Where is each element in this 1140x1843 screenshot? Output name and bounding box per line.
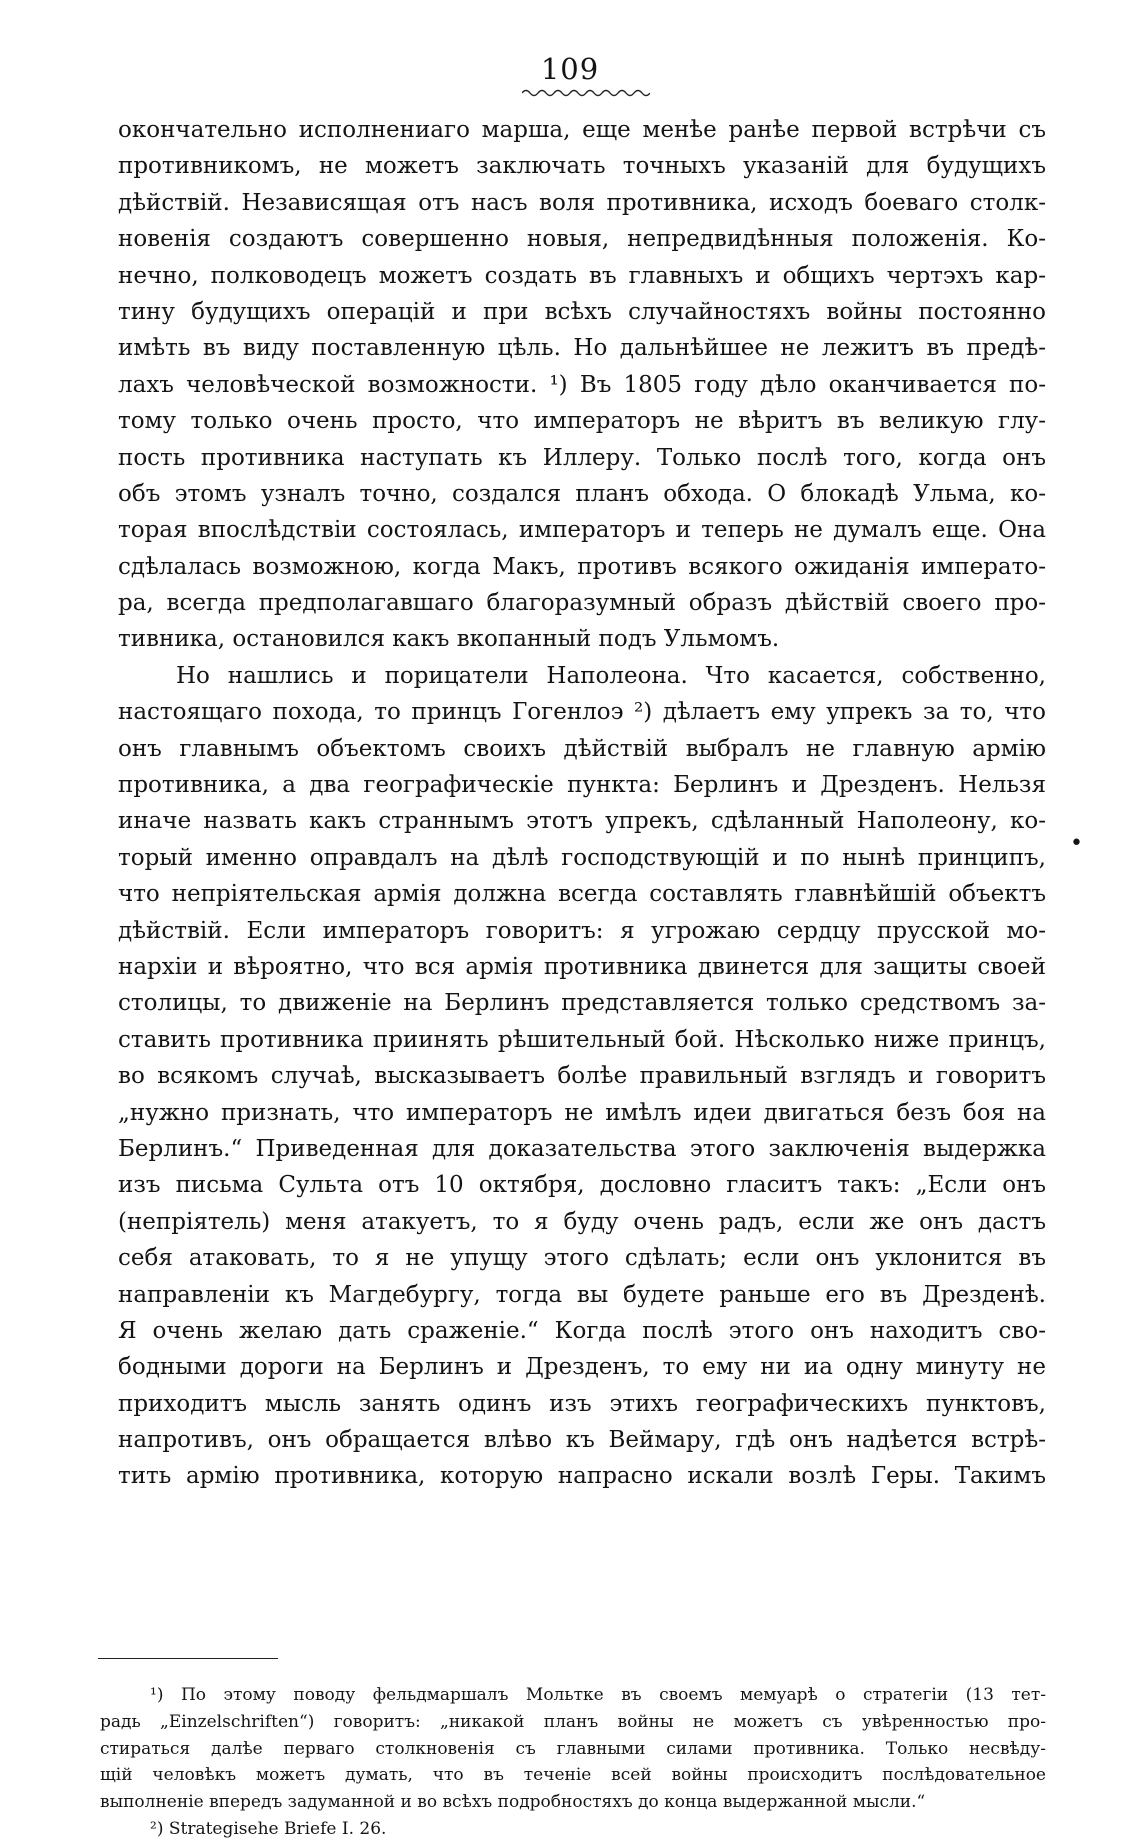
wavy-rule-ornament	[522, 88, 650, 98]
text-line: направленіи къ Магдебургу, тогда вы будете раньше его въ Дрезденѣ.	[118, 1281, 1046, 1308]
text-line: лахъ человѣческой возможности. ¹) Въ 1805 году дѣло оканчивается по-	[118, 371, 1046, 398]
text-line: нечно, полководецъ можетъ создать въ главныхъ и общихъ чертэхъ кар-	[118, 262, 1046, 289]
text-line: объ этомъ узналъ точно, создался планъ обхода. О блокадѣ Ульма, ко-	[118, 480, 1046, 507]
text-line: (непріятель) меня атакуетъ, то я буду очень радъ, если же онъ дастъ	[118, 1208, 1046, 1235]
footnote-1-line: выполненіе впередъ задуманной и во всѣхъ подробностяхъ до конца выдержанной мысли.“	[100, 1792, 926, 1813]
text-line: изъ письма Сульта отъ 10 октября, дословно гласитъ такъ: „Если онъ	[118, 1172, 1046, 1199]
text-line: сдѣлалась возможною, когда Макъ, противъ всякого ожиданія императо-	[118, 553, 1046, 580]
text-line: настоящаго похода, то принцъ Гогенлоэ ²) дѣлаетъ ему упрекъ за то, что	[118, 699, 1046, 726]
text-line: противника, а два географическіе пункта: Берлинъ и Дрезденъ. Нельзя	[118, 772, 1046, 799]
text-line: новенія создаютъ совершенно новыя, непредвидѣнныя положенія. Ко-	[118, 226, 1046, 253]
text-line: пость противника наступать къ Иллеру. Только послѣ того, когда онъ	[118, 444, 1046, 471]
text-line: приходитъ мысль занять одинъ изъ этихъ географическихъ пунктовъ,	[118, 1390, 1046, 1417]
text-line: иначе назвать какъ страннымъ этотъ упрекъ, сдѣланный Наполеону, ко-	[118, 808, 1046, 835]
footnotes-block	[100, 1682, 1046, 1843]
footnote-1-line: ¹) По этому поводу фельдмаршалъ Мольтке въ своемъ мемуарѣ о стратегіи (13 тет-	[150, 1685, 1046, 1705]
paragraph-end-line: тивника, остановился какъ вкопанный подъ Ульмомъ.	[118, 626, 780, 653]
text-line: тить армію противника, которую напрасно искали возлѣ Геры. Такимъ	[118, 1463, 1046, 1490]
main-text-block	[118, 112, 1046, 1495]
text-line: столицы, то движеніе на Берлинъ представляется только средствомъ за-	[118, 990, 1046, 1017]
footnote-1-line: радь „Einzelschriften“) говоритъ: „никакой планъ войны не можетъ съ увѣренностью про-	[100, 1711, 1046, 1732]
text-line: что непріятельская армія должна всегда составлять главнѣйшій объектъ	[118, 881, 1046, 908]
text-line: торая впослѣдствіи состоялась, императоръ и теперь не думалъ еще. Она	[118, 517, 1046, 544]
footnote-1-line: стираться далѣе перваго столкновенія съ главными силами противника. Только несвѣду-	[100, 1738, 1046, 1759]
text-line: Берлинъ.“ Приведенная для доказательства этого заключенія выдержка	[118, 1135, 1046, 1162]
text-line: ра, всегда предполагавшаго благоразумный образъ дѣйствій своего про-	[118, 590, 1046, 617]
text-line: ставить противника приинять рѣшительный бой. Нѣсколько ниже принцъ,	[118, 1026, 1046, 1053]
footnote-1-line: щій человѣкъ можетъ думать, что въ теченіе всей войны происходитъ послѣдовательное	[100, 1765, 1046, 1786]
page-number: 109	[540, 52, 600, 86]
text-line: дѣйствій. Если императоръ говоритъ: я угрожаю сердцу прусской мо-	[118, 917, 1046, 944]
text-line: тину будущихъ операцій и при всѣхъ случайностяхъ войны постоянно	[118, 298, 1046, 325]
text-line: имѣть въ виду поставленную цѣль. Но дальнѣйшее не лежитъ въ предѣ-	[118, 335, 1046, 362]
margin-mark: •	[1070, 831, 1083, 856]
text-line: себя атаковать, то я не упущу этого сдѣлать; если онъ уклонится въ	[118, 1245, 1046, 1272]
text-line: Я очень желаю дать сраженіе.“ Когда послѣ этого онъ находитъ сво-	[118, 1317, 1046, 1344]
text-line: бодными дороги на Берлинъ и Дрезденъ, то ему ни иа одну минуту не	[118, 1354, 1046, 1381]
text-line: окончательно исполнениаго марша, еще менѣе ранѣе первой встрѣчи съ	[118, 117, 1046, 143]
paragraph-start-line: Но нашлись и порицатели Наполеона. Что касается, собственно,	[176, 662, 1046, 689]
text-line: тому только очень просто, что императоръ не вѣритъ въ великую глу-	[118, 408, 1046, 435]
text-line: нархіи и вѣроятно, что вся армія противника двинется для защиты своей	[118, 953, 1046, 980]
footnote-separator	[98, 1658, 278, 1659]
text-line: онъ главнымъ объектомъ своихъ дѣйствій выбралъ не главную армію	[118, 735, 1046, 762]
text-line: дѣйствій. Независящая отъ насъ воля противника, исходъ боеваго столк-	[118, 189, 1046, 216]
text-line: противникомъ, не можетъ заключать точныхъ указаній для будущихъ	[118, 153, 1046, 180]
text-line: во всякомъ случаѣ, высказываетъ болѣе правильный взглядъ и говоритъ	[118, 1063, 1046, 1090]
text-line: торый именно оправдалъ на дѣлѣ господствующій и по нынѣ принципъ,	[118, 844, 1046, 871]
text-line: напротивъ, онъ обращается влѣво къ Веймару, гдѣ онъ надѣется встрѣ-	[118, 1427, 1046, 1454]
footnote-2-line: ²) Strategisehe Briefe I. 26.	[150, 1818, 387, 1839]
text-line: „нужно признать, что императоръ не имѣлъ идеи двигаться безъ боя на	[118, 1099, 1046, 1126]
